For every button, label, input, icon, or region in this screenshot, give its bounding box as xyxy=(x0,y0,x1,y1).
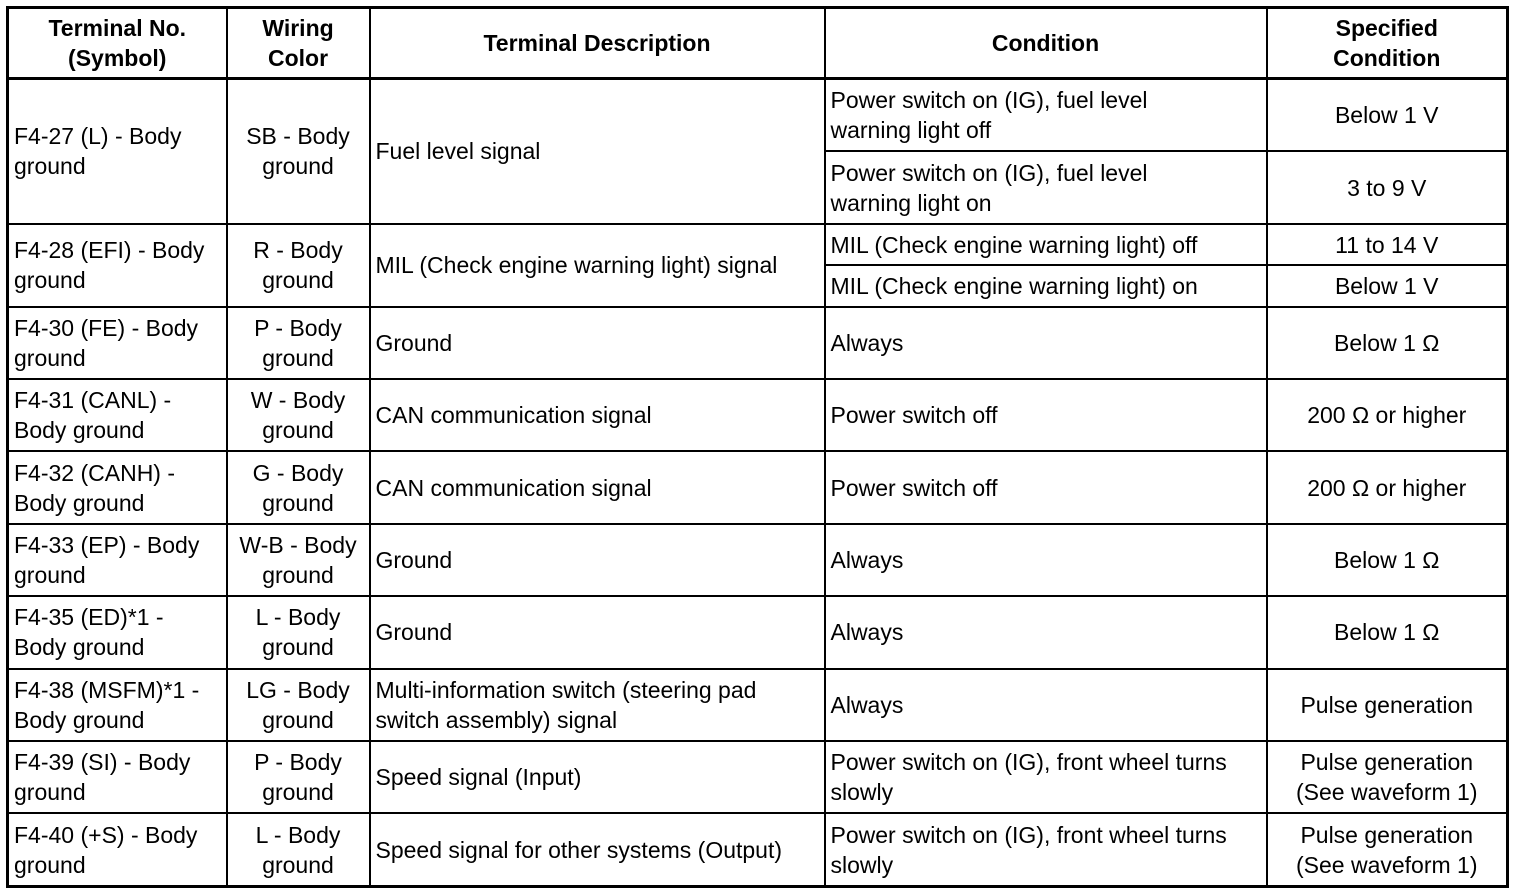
terminal-cell: F4-31 (CANL) - Body ground xyxy=(8,379,227,451)
condition-cell: Always xyxy=(825,669,1267,741)
condition-cell: MIL (Check engine warning light) on xyxy=(825,265,1267,306)
description-cell: Ground xyxy=(370,596,825,668)
description-cell: Ground xyxy=(370,524,825,596)
table-row xyxy=(8,79,1508,152)
terminal-cell: F4-35 (ED)*1 - Body ground xyxy=(8,596,227,668)
header-row xyxy=(8,8,1508,79)
condition-cell: Power switch off xyxy=(825,379,1267,451)
specified-cell: Pulse generation xyxy=(1267,669,1508,741)
terminal-spec-table xyxy=(6,6,1509,888)
description-cell: CAN communication signal xyxy=(370,379,825,451)
condition-cell: Power switch on (IG), fuel level warning light off xyxy=(825,79,1267,152)
condition-cell: MIL (Check engine warning light) off xyxy=(825,224,1267,265)
table-row xyxy=(8,307,1508,379)
condition-cell: Always xyxy=(825,524,1267,596)
table-row xyxy=(8,669,1508,741)
terminal-cell: F4-33 (EP) - Body ground xyxy=(8,524,227,596)
header-terminal: Terminal No. (Symbol) xyxy=(8,8,227,79)
condition-cell: Power switch on (IG), fuel level warning light on xyxy=(825,151,1267,223)
specified-cell: Below 1 V xyxy=(1267,79,1508,152)
table-row xyxy=(8,596,1508,668)
header-terminal-description: Terminal Description xyxy=(370,8,825,79)
description-cell: CAN communication signal xyxy=(370,451,825,523)
terminal-cell: F4-27 (L) - Body ground xyxy=(8,79,227,224)
wiring-color-cell: R - Body ground xyxy=(227,224,370,307)
condition-cell: Power switch off xyxy=(825,451,1267,523)
table-row xyxy=(8,224,1508,265)
terminal-cell: F4-32 (CANH) - Body ground xyxy=(8,451,227,523)
table-row xyxy=(8,524,1508,596)
wiring-color-cell: LG - Body ground xyxy=(227,669,370,741)
description-cell: MIL (Check engine warning light) signal xyxy=(370,224,825,307)
header-specified-condition: Specified Condition xyxy=(1267,8,1508,79)
table-row xyxy=(8,451,1508,523)
wiring-color-cell: L - Body ground xyxy=(227,813,370,886)
terminal-cell: F4-40 (+S) - Body ground xyxy=(8,813,227,886)
specified-cell: Below 1 V xyxy=(1267,265,1508,306)
description-cell: Speed signal (Input) xyxy=(370,741,825,813)
specified-cell: 200 Ω or higher xyxy=(1267,379,1508,451)
header-condition: Condition xyxy=(825,8,1267,79)
terminal-cell: F4-39 (SI) - Body ground xyxy=(8,741,227,813)
specified-cell: 200 Ω or higher xyxy=(1267,451,1508,523)
condition-cell: Always xyxy=(825,596,1267,668)
wiring-color-cell: SB - Body ground xyxy=(227,79,370,224)
table-row xyxy=(8,813,1508,886)
wiring-color-cell: W - Body ground xyxy=(227,379,370,451)
terminal-cell: F4-28 (EFI) - Body ground xyxy=(8,224,227,307)
terminal-cell: F4-30 (FE) - Body ground xyxy=(8,307,227,379)
specified-cell: Below 1 Ω xyxy=(1267,524,1508,596)
table-row xyxy=(8,379,1508,451)
description-cell: Speed signal for other systems (Output) xyxy=(370,813,825,886)
wiring-color-cell: G - Body ground xyxy=(227,451,370,523)
specified-cell: Pulse generation (See waveform 1) xyxy=(1267,813,1508,886)
description-cell: Ground xyxy=(370,307,825,379)
header-wiring-color: Wiring Color xyxy=(227,8,370,79)
wiring-color-cell: P - Body ground xyxy=(227,741,370,813)
specified-cell: 3 to 9 V xyxy=(1267,151,1508,223)
condition-cell: Always xyxy=(825,307,1267,379)
wiring-color-cell: W-B - Body ground xyxy=(227,524,370,596)
specified-cell: Below 1 Ω xyxy=(1267,307,1508,379)
specified-cell: Pulse generation (See waveform 1) xyxy=(1267,741,1508,813)
condition-cell: Power switch on (IG), front wheel turns slowly xyxy=(825,813,1267,886)
specified-cell: Below 1 Ω xyxy=(1267,596,1508,668)
terminal-cell: F4-38 (MSFM)*1 - Body ground xyxy=(8,669,227,741)
specified-cell: 11 to 14 V xyxy=(1267,224,1508,265)
condition-cell: Power switch on (IG), front wheel turns slowly xyxy=(825,741,1267,813)
wiring-color-cell: L - Body ground xyxy=(227,596,370,668)
wiring-color-cell: P - Body ground xyxy=(227,307,370,379)
description-cell: Fuel level signal xyxy=(370,79,825,224)
table-row xyxy=(8,741,1508,813)
description-cell: Multi-information switch (steering pad switch assembly) signal xyxy=(370,669,825,741)
